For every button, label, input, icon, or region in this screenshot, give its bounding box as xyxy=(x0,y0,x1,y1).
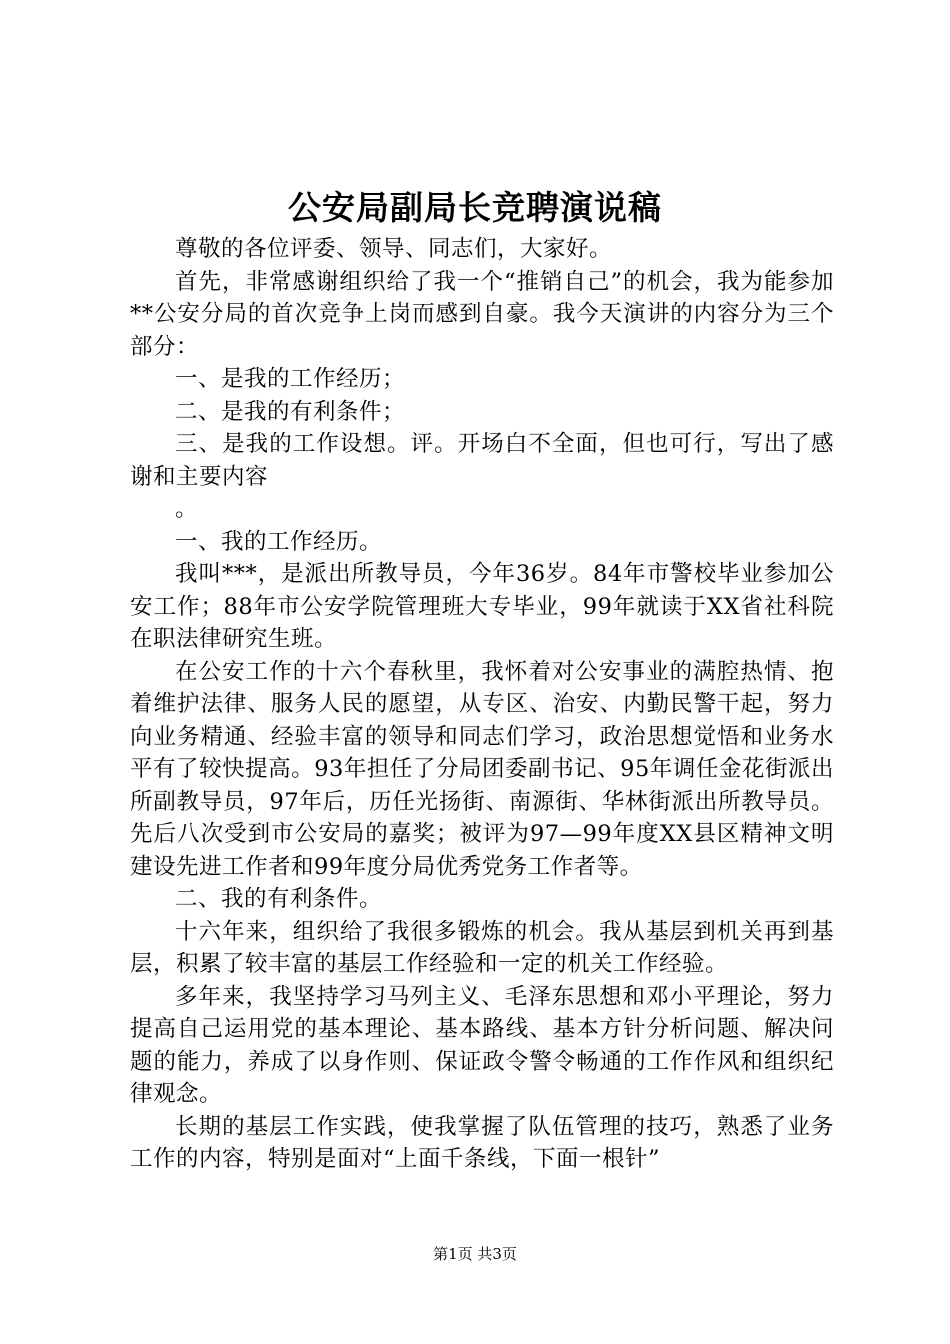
paragraph-self-introduction: 我叫***，是派出所教导员，今年36岁。84年市警校毕业参加公安工作；88年市公安学院管理班大专毕业，99年就读于XX省社科院在职法律研究生班。 xyxy=(130,561,834,652)
section-heading-experience: 一、我的工作经历。 xyxy=(175,528,383,555)
paragraph-part-one: 一、是我的工作经历； xyxy=(175,366,406,392)
paragraph-part-two: 二、是我的有利条件； xyxy=(175,398,406,425)
section-heading-advantages: 二、我的有利条件。 xyxy=(175,886,383,912)
page-number-footer: 第1页 共3页 xyxy=(433,1245,517,1263)
document-body xyxy=(130,233,834,1176)
paragraph-part-three: 三、是我的工作设想。评。开场白不全面，但也可行，写出了感谢和主要内容 xyxy=(130,431,834,490)
document-title: 公安局副局长竞聘演说稿 xyxy=(288,188,662,227)
paragraph-career-history: 在公安工作的十六个春秋里，我怀着对公安事业的满腔热情、抱着维护法律、服务人民的愿望，从专区、治安、内勤民警干起，努力向业务精通、经验丰富的领导和同志们学习，政治思想觉悟和业务水平有了较快提高。93年担任了分局团委副书记、95年调任金花街派出所副教导员，97年后，历任光扬街、南源街、华林街派出所教导员。先后八次受到市公安局的嘉奖；被评为97—99年度XX县区精神文明建设先进工作者和99年度分局优秀党务工作者等。 xyxy=(130,658,834,880)
paragraph-experience-summary: 十六年来，组织给了我很多锻炼的机会。我从基层到机关再到基层，积累了较丰富的基层工作经验和一定的机关工作经验。 xyxy=(130,918,834,977)
paragraph-greeting: 尊敬的各位评委、领导、同志们，大家好。 xyxy=(175,236,613,262)
paragraph-intro: 首先，非常感谢组织给了我一个“推销自己”的机会，我为能参加**公安分局的首次竞争上岗而感到自豪。我今天演讲的内容分为三个部分： xyxy=(130,268,834,360)
paragraph-period: 。 xyxy=(175,496,199,522)
paragraph-grassroots-practice: 长期的基层工作实践，使我掌握了队伍管理的技巧，熟悉了业务工作的内容，特别是面对“上面千条线，下面一根针” xyxy=(130,1113,834,1172)
paragraph-theory-study: 多年来，我坚持学习马列主义、毛泽东思想和邓小平理论，努力提高自己运用党的基本理论、基本路线、基本方针分析问题、解决问题的能力，养成了以身作则、保证政令警令畅通的工作作风和组织纪律观念。 xyxy=(130,983,834,1107)
